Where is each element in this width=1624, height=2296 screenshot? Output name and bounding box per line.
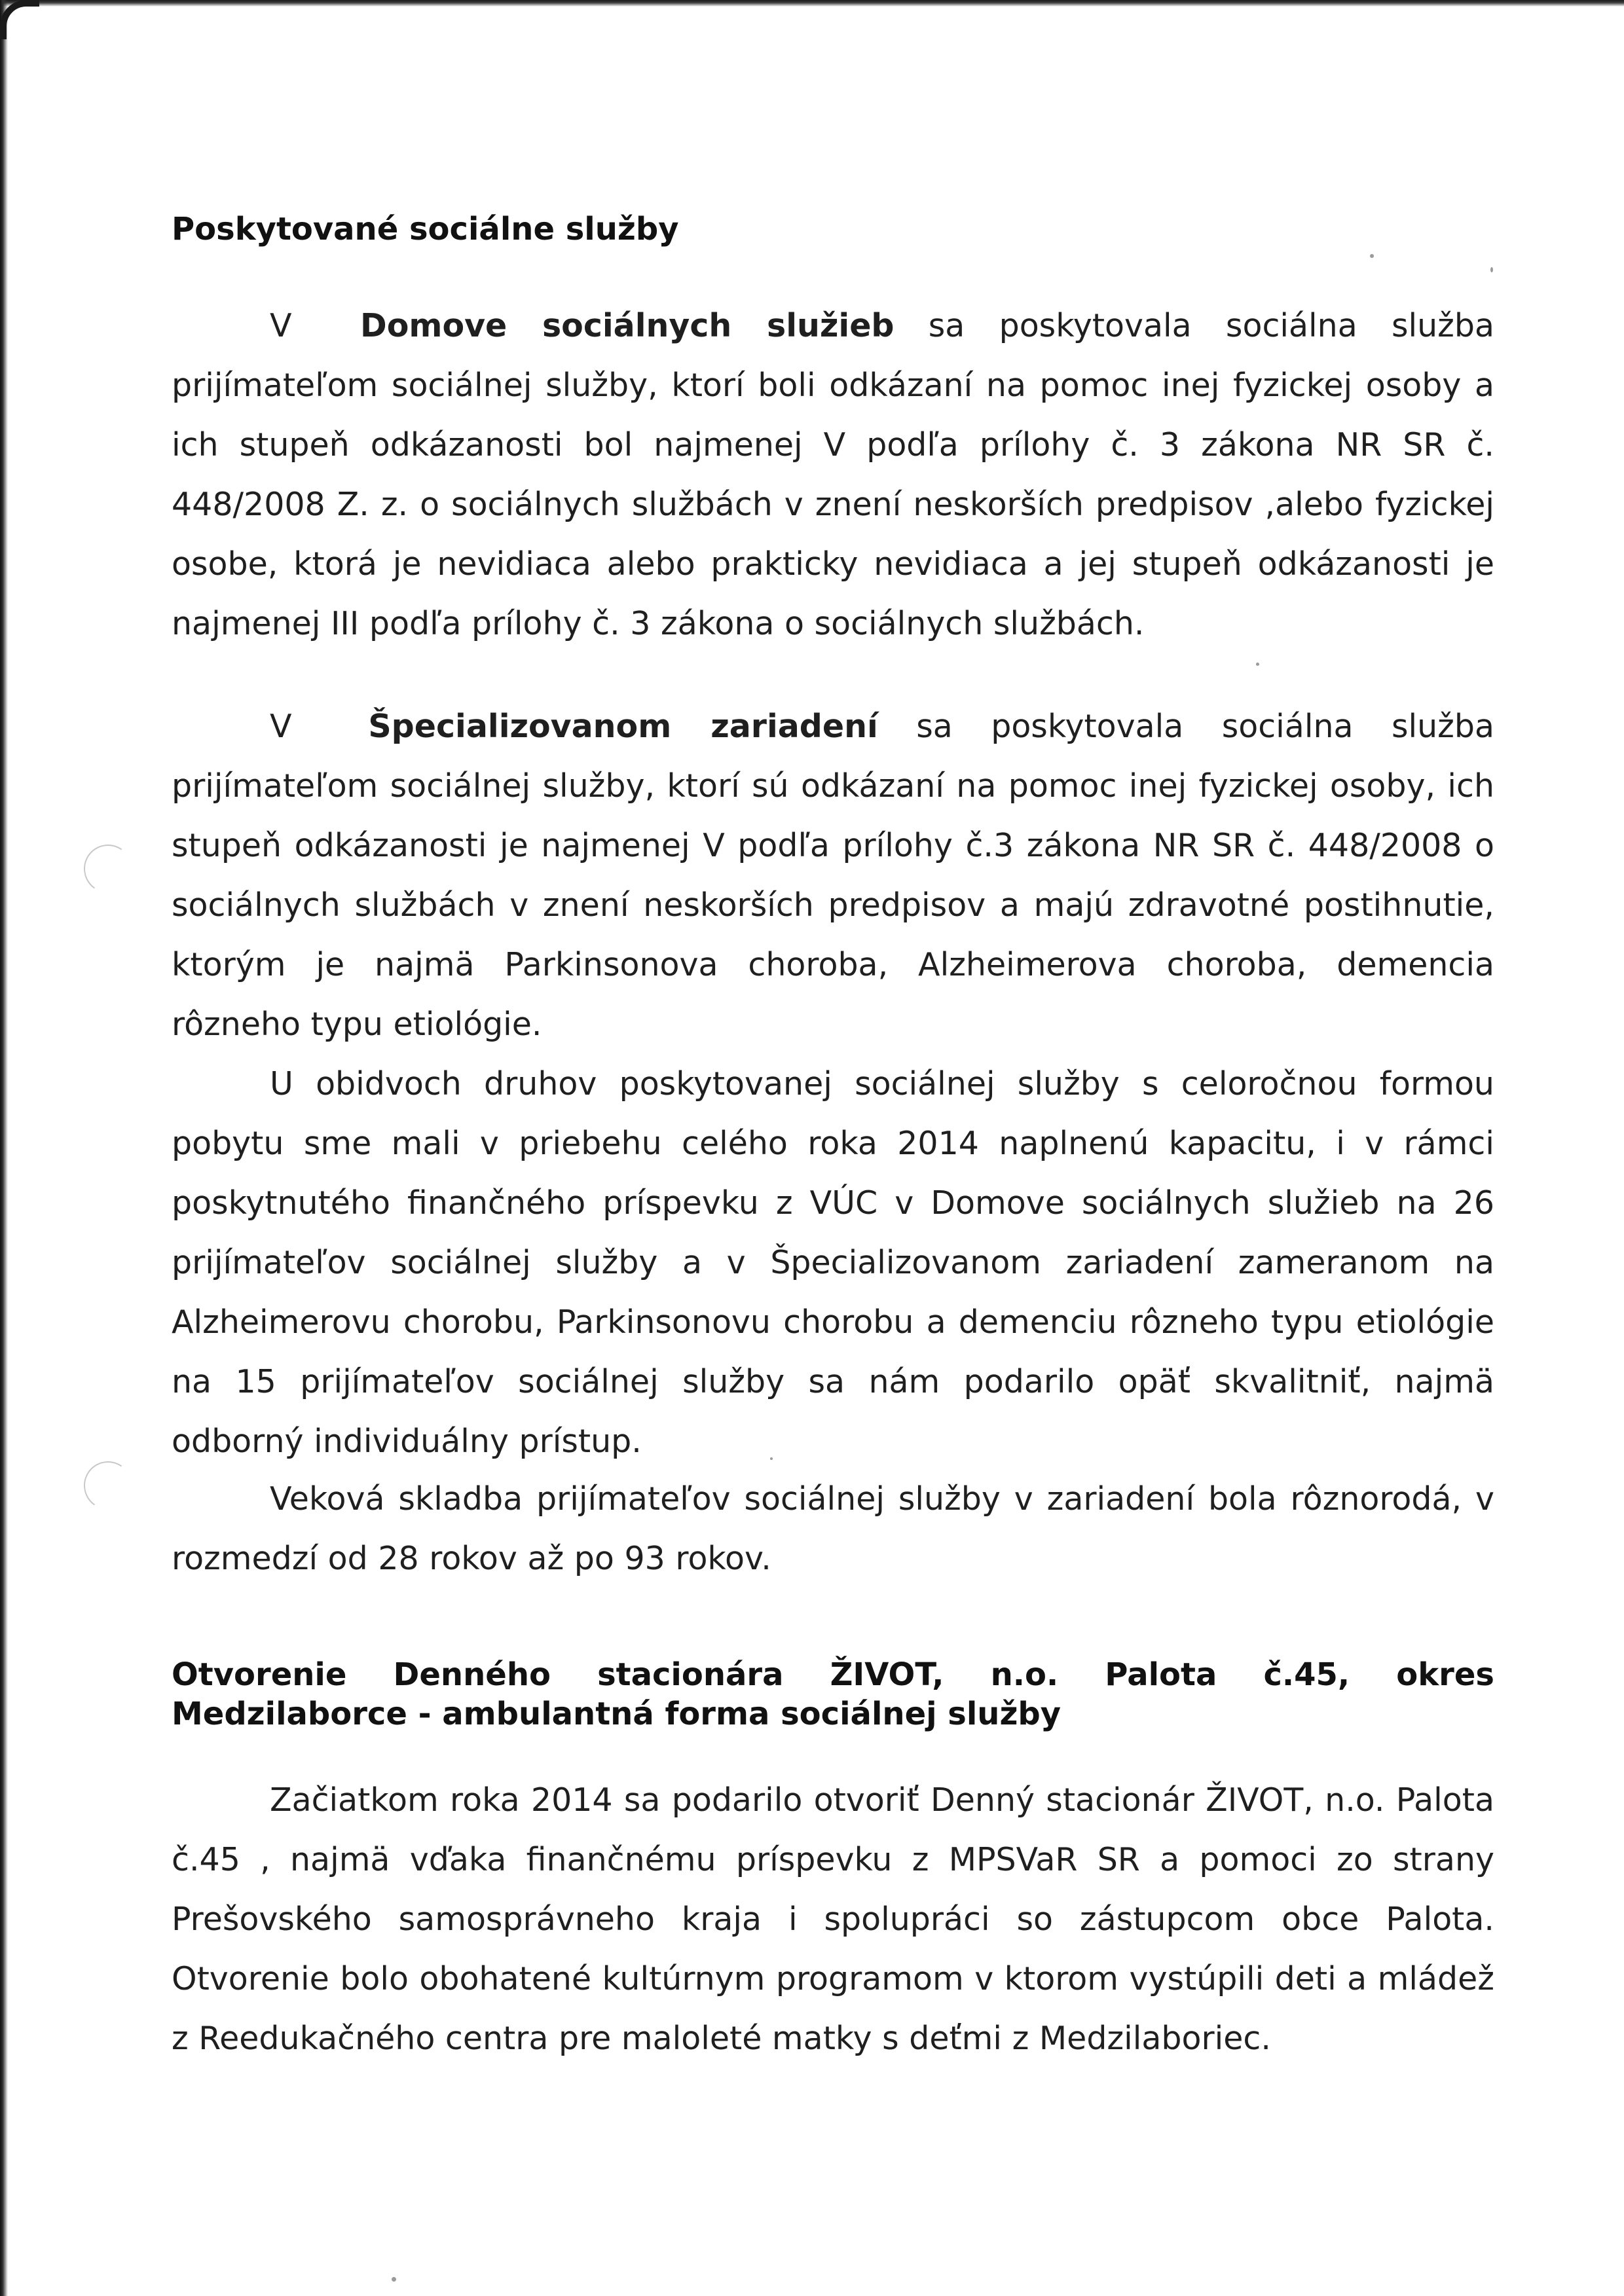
heading-word: n.o. bbox=[990, 1656, 1059, 1693]
scan-speck bbox=[1256, 663, 1259, 666]
heading-word: stacionára bbox=[597, 1656, 784, 1693]
paragraph-capacity: U obidvoch druhov poskytovanej sociálnej služby s celoročnou formou pobytu sme mali v priebehu celého roka 2014 naplnenú kapacitu, i v rámci poskytnutého finančného príspevku z VÚC v Domove sociálnych služieb na 26 prijímateľov sociálnej služby a v Špecializovanom zariadení zameranom na Alzheimerovu chorobu, Parkinsonovu chorobu a demenciu rôzneho typu etiológie na 15 prijímateľov sociálnej služby sa nám podarilo opäť skvalitniť, najmä odborný individuálny prístup. bbox=[172, 1065, 1494, 1460]
punch-hole-mark bbox=[80, 841, 136, 897]
heading-word: č.45, bbox=[1263, 1656, 1350, 1693]
paragraph-text: sa poskytovala sociálna služba prijímateľom sociálnej služby, ktorí boli odkázaní na pomoc inej fyzickej osoby a ich stupeň odkázanosti bol najmenej V podľa prílohy č. 3 zákona NR SR č. 448/2008 Z. z. o sociálnych službách v znení neskorších predpisov ,alebo fyzickej osobe, ktorá je nevidiaca alebo prakticky nevidiaca a jej stupeň odkázanosti je najmenej III podľa prílohy č. 3 zákona o sociálnych službách. bbox=[172, 307, 1495, 642]
paragraph-age-structure: Veková skladba prijímateľov sociálnej služby v zariadení bola rôznorodá, v rozmedzí od 28 rokov až po 93 rokov. bbox=[172, 1480, 1494, 1577]
scan-shadow-top bbox=[0, 0, 1624, 7]
scan-shadow-left bbox=[0, 0, 8, 2296]
heading-word: ŽIVOT, bbox=[830, 1656, 944, 1693]
paragraph-opening: Začiatkom roka 2014 sa podarilo otvoriť Denný stacionár ŽIVOT, n.o. Palota č.45 , najmä vďaka finančnému príspevku z MPSVaR SR a pomoci zo strany Prešovského samosprávneho kraja i spolupráci so zástupcom obce Palota. Otvorenie bolo obohatené kultúrnym programom v ktorom vystúpili deti a mládež z Reedukačného centra pre maloleté matky s deťmi z Medzilaboriec. bbox=[172, 1781, 1494, 2057]
heading-line-1 bbox=[172, 1655, 1494, 1694]
heading-word: okres bbox=[1396, 1656, 1494, 1693]
paragraph-text: sa poskytovala sociálna služba prijímateľom sociálnej služby, ktorí sú odkázaní na pomoc inej fyzickej osoby, ich stupeň odkázanosti je najmenej V podľa prílohy č.3 zákona NR SR č. 448/2008 o sociálnych službách v znení neskorších predpisov a majú zdravotné postihnutie, ktorým je najmä Parkinsonova choroba, Alzheimerova choroba, demencia rôzneho typu etiológie. bbox=[172, 708, 1494, 1043]
section-heading-services: Poskytované sociálne služby bbox=[172, 211, 679, 247]
lead-bold-specialized: Špecializovanom zariadení bbox=[368, 708, 878, 745]
heading-line-2: Medzilaborce - ambulantná forma sociálnej služby bbox=[172, 1696, 1061, 1732]
lead-prefix: V bbox=[270, 708, 292, 745]
paragraph-specialized-facility bbox=[172, 697, 1494, 1054]
heading-word: Denného bbox=[393, 1656, 551, 1693]
scan-speck bbox=[1490, 267, 1493, 272]
lead-prefix: V bbox=[270, 307, 292, 344]
section-heading-opening bbox=[172, 1655, 1494, 1734]
paragraph-home-services bbox=[172, 296, 1494, 653]
heading-word: Otvorenie bbox=[172, 1656, 347, 1693]
scan-speck bbox=[392, 2277, 396, 2282]
punch-hole-mark bbox=[80, 1457, 136, 1514]
heading-word: Palota bbox=[1105, 1656, 1217, 1693]
scan-speck bbox=[1370, 254, 1374, 258]
lead-bold-home: Domove sociálnych služieb bbox=[360, 307, 895, 344]
